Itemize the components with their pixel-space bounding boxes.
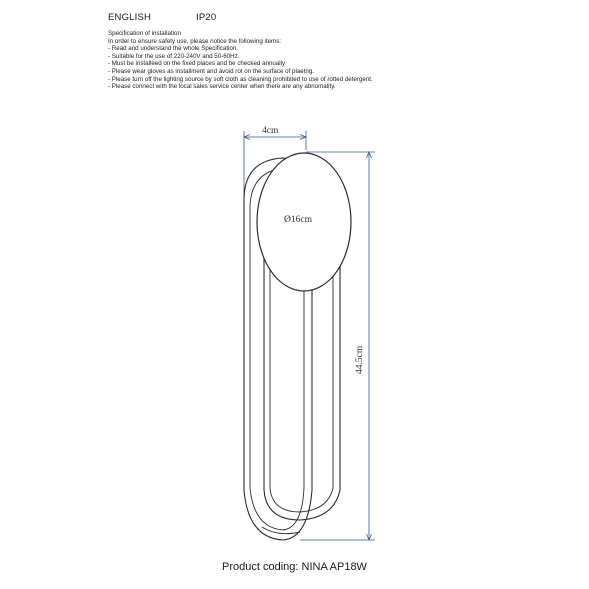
product-code: Product coding: NINA AP18W xyxy=(222,561,367,573)
instruction-item: - Must be installeed on the fixed places and be checked annually xyxy=(108,60,286,68)
instruction-item: - Read and understand the whole Specification. xyxy=(108,45,239,53)
ip-rating-label: IP20 xyxy=(196,12,217,23)
depth-label: 4cm xyxy=(262,126,279,136)
instructions-intro: In order to ensure safety use, please notice the following items: xyxy=(108,37,282,45)
instruction-item: - Suitable for the use of 220-240V and 50-60Hz. xyxy=(108,52,240,60)
diameter-label: Ø16cm xyxy=(284,215,312,225)
instructions-title: Specification of installation xyxy=(108,30,181,37)
language-label: ENGLISH xyxy=(108,12,152,23)
lamp-bottom-connector xyxy=(262,527,300,534)
instruction-item: - Please wear gloves as installment and avoid rot on the surface of plaetng. xyxy=(108,67,315,75)
instruction-item: - Please connect with the local sales service center when there are any abnomality. xyxy=(108,83,336,91)
instruction-item: - Please turn off the lighting source by soft cloth as cleaning prohibited to use of rotted detergent. xyxy=(108,75,373,83)
height-label: 44.5cm xyxy=(355,345,365,374)
